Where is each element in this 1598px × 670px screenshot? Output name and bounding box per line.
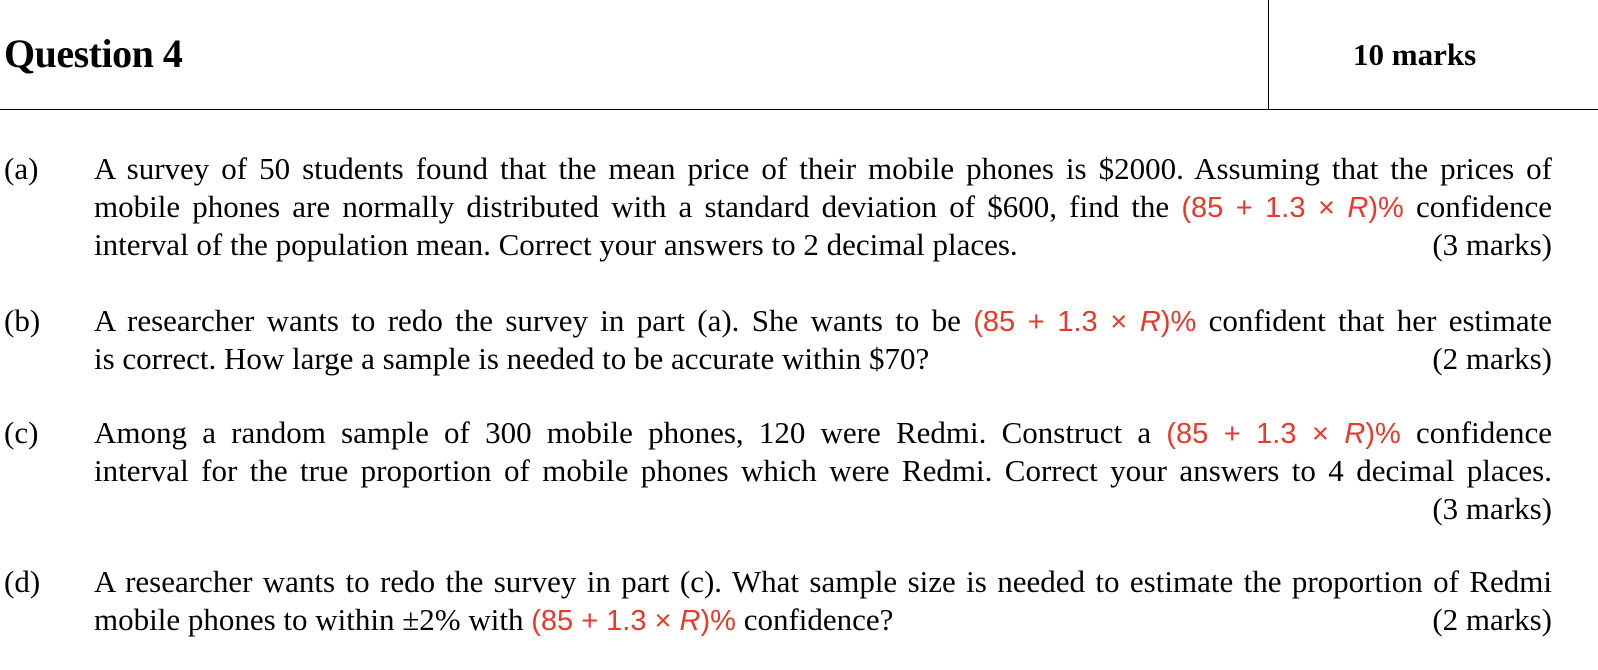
confidence-expression: (85 + 1.3 × R)% bbox=[973, 306, 1197, 338]
part-label: (a) bbox=[4, 151, 39, 186]
question-title: Question 4 bbox=[4, 31, 183, 76]
part-text: interval of the population mean. Correct your answers to 2 decimal places. bbox=[94, 227, 1018, 262]
part-label: (c) bbox=[4, 415, 39, 450]
part-text-line bbox=[94, 302, 1552, 340]
part-text-line: A researcher wants to redo the survey in part (c). What sample size is needed to estimate the proportion of Redmi bbox=[94, 564, 1552, 599]
header-divider bbox=[1268, 0, 1269, 110]
confidence-expression: (85 + 1.3 × R)% bbox=[1181, 192, 1404, 224]
part-marks: (3 marks) bbox=[1432, 227, 1552, 262]
part-marks: (3 marks) bbox=[1432, 491, 1552, 526]
part-text: A researcher wants to redo the survey in part (a). She wants to be bbox=[94, 303, 961, 338]
part-marks: (2 marks) bbox=[1432, 341, 1552, 376]
part-label: (d) bbox=[4, 564, 41, 599]
part-text: confidence bbox=[1416, 189, 1552, 224]
part-text: confidence bbox=[1416, 415, 1553, 450]
part-text-line bbox=[94, 414, 1552, 452]
question-total-marks: 10 marks bbox=[1353, 37, 1477, 72]
question-header bbox=[0, 0, 1598, 110]
part-text-line bbox=[94, 340, 1552, 378]
part-body bbox=[94, 414, 1552, 528]
part-text-line bbox=[94, 601, 1552, 639]
part-text-line bbox=[94, 490, 1552, 528]
part-body bbox=[94, 150, 1552, 264]
part-body bbox=[94, 302, 1552, 378]
part-text-line: interval for the true proportion of mobile phones which were Redmi. Correct your answers to 4 decimal places. bbox=[94, 453, 1552, 488]
part-marks: (2 marks) bbox=[1432, 602, 1552, 637]
part-text: is correct. How large a sample is needed to be accurate within $70? bbox=[94, 341, 930, 376]
confidence-expression: (85 + 1.3 × R)% bbox=[531, 605, 736, 637]
confidence-expression: (85 + 1.3 × R)% bbox=[1166, 418, 1401, 450]
part-text-line: A survey of 50 students found that the mean price of their mobile phones is $2000. Assuming that the prices of bbox=[94, 151, 1552, 186]
part-text: mobile phones are normally distributed with a standard deviation of $600, find the bbox=[94, 189, 1170, 224]
part-body bbox=[94, 563, 1552, 639]
part-text: mobile phones to within ±2% with bbox=[94, 602, 524, 637]
part-text-line bbox=[94, 226, 1552, 264]
part-text: confidence? bbox=[743, 602, 894, 637]
part-text: confident that her estimate bbox=[1208, 303, 1553, 338]
part-text: Among a random sample of 300 mobile phones, 120 were Redmi. Construct a bbox=[94, 415, 1152, 450]
part-label: (b) bbox=[4, 303, 41, 338]
part-text-line bbox=[94, 188, 1552, 226]
